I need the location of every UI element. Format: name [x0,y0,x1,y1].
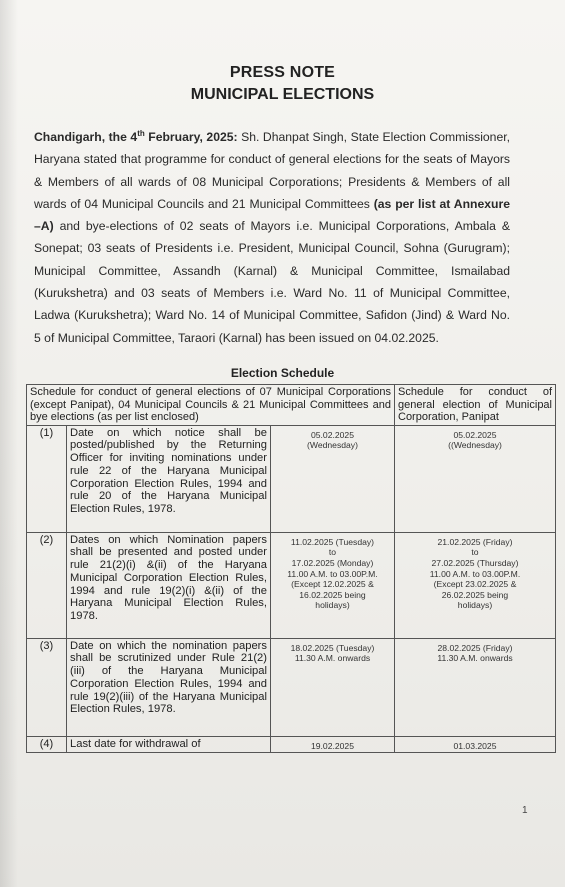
dateline-tail: February, 2025: [144,130,238,144]
row-description: Date on which notice shall be posted/published by the Returning Officer for inviting nominations under rule 22 of the Haryana Municipal Corporation Election Rules, 1994 and rule 20 of the Haryana Municipal Election Rules, 1978. [67,425,271,532]
table-row [27,425,556,532]
row-number: (4) [27,736,67,753]
row-description: Dates on which Nomination papers shall be presented and posted under rule 21(2)(i) &(ii) of the Haryana Municipal Corporation Election Rules, 1994 and rule 19(2)(i) &(ii) of the Haryana Municipal Election Rules, 1978. [67,532,271,638]
row-date-panipat: 05.02.2025 ((Wednesday) [395,425,556,532]
dateline [34,130,238,144]
schedule-header-row [27,385,556,426]
row-description: Date on which the nomination papers shall be scrutinized under Rule 21(2)(iii) of the Haryana Municipal Corporation Election Rules, 1994 and rule 19(2)(iii) of the Haryana Municipal Election Rules, 1978. [67,638,271,736]
header-general-elections: Schedule for conduct of general elections of 07 Municipal Corporations (except Panipat), 04 Municipal Councils & 21 Municipal Committees and bye elections (as per list enclosed) [27,385,395,426]
header-panipat: Schedule for conduct of general election of Municipal Corporation, Panipat [395,385,556,426]
table-row [27,638,556,736]
municipal-elections-title: MUNICIPAL ELECTIONS [190,86,375,103]
row-number: (1) [27,425,67,532]
row-date-general: 18.02.2025 (Tuesday) 11.30 A.M. onwards [271,638,395,736]
intro-body-part2: and bye-elections of 02 seats of Mayors i.e. Municipal Corporations, Ambala & Sonepat; 03 seats of Presidents i.e. President, Municipal Council, Sohna (Gurugram); Municipal Committee, Assandh (Karnal) & Municipal Committee, Ismailabad (Kurukshetra) and 03 seats of Members i.e. Ward No. 11 of Municipal Committee, Ladwa (Kurukshetra); Ward No. 14 of Municipal Committee, Safidon (Jind) & Ward No. 5 of Municipal Committee, Taraori (Karnal) has been issued on 04.02.2025. [34,219,510,345]
row-date-panipat: 01.03.2025 [395,736,556,753]
annexure-reference: (as per list at Annexure –A) [34,196,510,234]
dateline-lead: Chandigarh, the 4 [34,130,138,144]
table-row [27,736,556,753]
intro-body-part1: Sh. Dhanpat Singh, State Election Commissioner, Haryana stated that programme for conduct of general elections for the seats of Mayors & Members of all wards of 08 Municipal Corporations; Presidents & Members of all wards of 04 Municipal Councils and 21 Municipal Committees [34,130,511,211]
row-date-general: 11.02.2025 (Tuesday) to 17.02.2025 (Monday) 11.00 A.M. to 03.00P.M. (Except 12.02.2025 & 16.02.2025 being holidays) [271,532,395,638]
dateline-sup: th [137,128,145,138]
row-number: (3) [27,638,67,736]
intro-paragraph [34,126,510,349]
press-note-title: PRESS NOTE [229,64,336,81]
page-edge-shadow [0,0,18,887]
schedule-title: Election Schedule [230,366,335,380]
page-number: 1 [522,805,528,816]
row-date-general: 05.02.2025 (Wednesday) [271,425,395,532]
election-schedule-table [26,384,556,753]
row-date-panipat: 21.02.2025 (Friday) to 27.02.2025 (Thursday) 11.00 A.M. to 03.00P.M. (Except 23.02.2025 & 26.02.2025 being holidays) [395,532,556,638]
table-row [27,532,556,638]
row-description: Last date for withdrawal of [67,736,271,753]
row-date-general: 19.02.2025 [271,736,395,753]
row-date-panipat: 28.02.2025 (Friday) 11.30 A.M. onwards [395,638,556,736]
row-number: (2) [27,532,67,638]
